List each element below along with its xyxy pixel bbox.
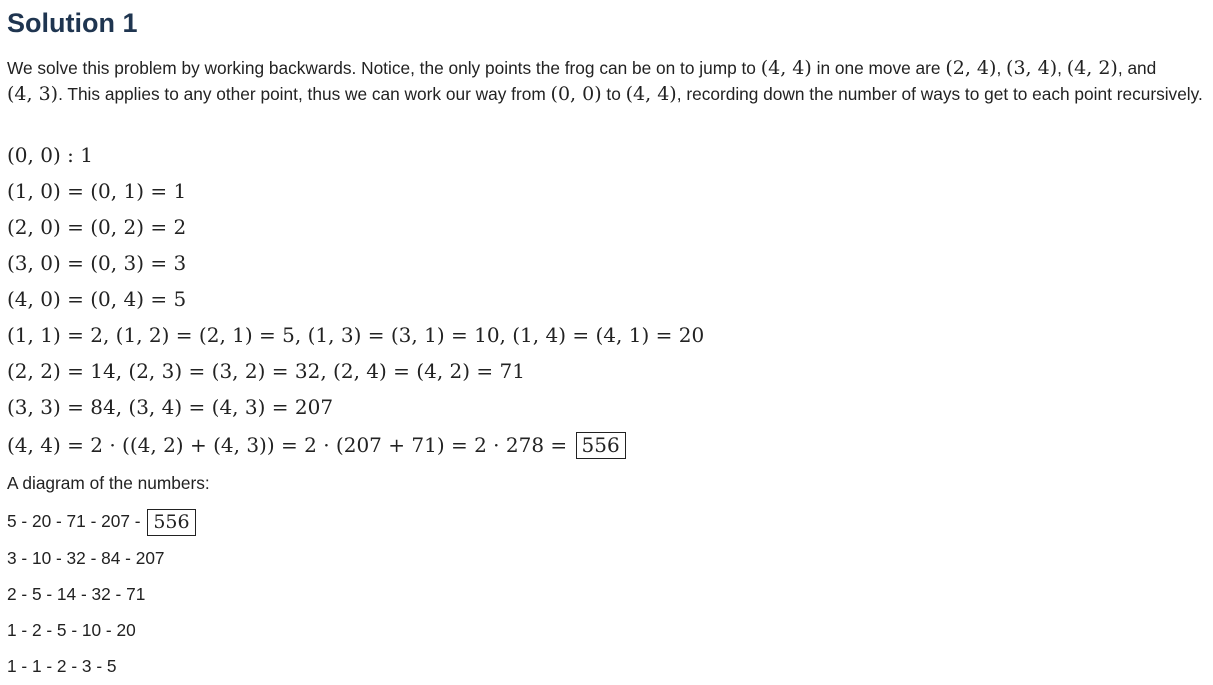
diagram-label: A diagram of the numbers: xyxy=(7,473,210,493)
intro-text: , and xyxy=(1117,58,1157,78)
diagram-row: 2 - 5 - 14 - 32 - 71 xyxy=(7,584,146,604)
intro-text: We solve this problem by working backwards. Notice, the only points the frog can be on to jump to xyxy=(7,58,761,78)
math-point: (4, 2) xyxy=(1066,57,1118,79)
math-point: (4, 3) xyxy=(7,83,59,105)
diagram-row: 1 - 1 - 2 - 3 - 5 xyxy=(7,656,117,676)
intro-text: , xyxy=(996,58,1007,78)
equation-line: (2, 0) = (0, 2) = 2 xyxy=(7,215,187,239)
diagram-row-text: 5 - 20 - 71 - 207 - xyxy=(7,511,146,531)
math-point: (0, 0) xyxy=(550,83,602,105)
solution-heading: Solution 1 xyxy=(7,8,138,38)
equation-line: (0, 0) : 1 xyxy=(7,143,93,167)
diagram-row: 1 - 2 - 5 - 10 - 20 xyxy=(7,620,136,640)
diagram-row xyxy=(7,508,196,536)
intro-text: to xyxy=(601,84,626,104)
boxed-answer: 556 xyxy=(147,509,195,536)
math-point: (4, 4) xyxy=(760,57,812,79)
equation-line: (1, 0) = (0, 1) = 1 xyxy=(7,179,187,203)
final-equation-text: (4, 4) = 2 · ((4, 2) + (4, 3)) = 2 · (207 + 71) = 2 · 278 = xyxy=(7,433,574,457)
equation-line: (1, 1) = 2, (1, 2) = (2, 1) = 5, (1, 3) = (3, 1) = 10, (1, 4) = (4, 1) = 20 xyxy=(7,323,705,347)
intro-text: , xyxy=(1057,58,1067,78)
equation-line: (3, 0) = (0, 3) = 3 xyxy=(7,251,187,275)
equation-line: (2, 2) = 14, (2, 3) = (3, 2) = 32, (2, 4) = (4, 2) = 71 xyxy=(7,359,525,383)
intro-text: in one move are xyxy=(811,58,946,78)
diagram-row: 3 - 10 - 32 - 84 - 207 xyxy=(7,548,165,568)
intro-text: . This applies to any other point, thus we can work our way from xyxy=(58,84,551,104)
equation-line: (4, 0) = (0, 4) = 5 xyxy=(7,287,187,311)
equation-line: (3, 3) = 84, (3, 4) = (4, 3) = 207 xyxy=(7,395,334,419)
math-point: (4, 4) xyxy=(625,83,677,105)
intro-text: , recording down the number of ways to get to each point recursively. xyxy=(676,84,1203,104)
math-point: (2, 4) xyxy=(945,57,997,79)
final-equation xyxy=(7,431,626,459)
math-point: (3, 4) xyxy=(1006,57,1058,79)
boxed-answer: 556 xyxy=(576,432,626,459)
intro-paragraph xyxy=(7,55,1203,107)
